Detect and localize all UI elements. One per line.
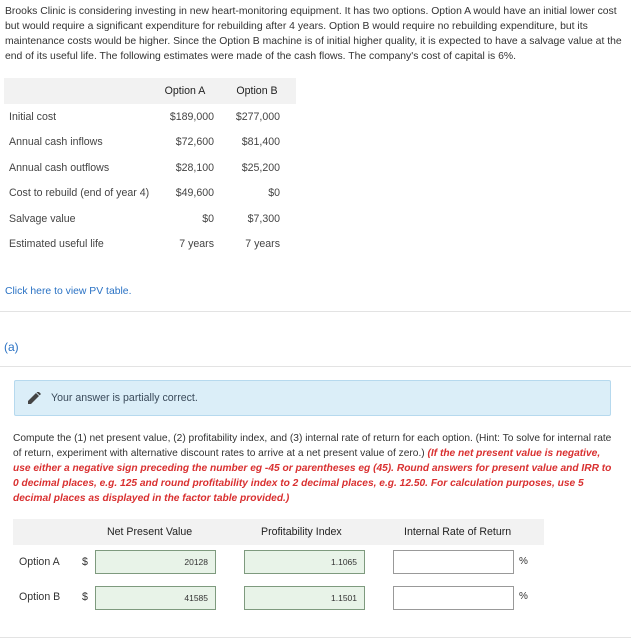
estimates-value-b: $277,000 <box>235 110 280 123</box>
estimates-row <box>4 104 296 130</box>
feedback-banner <box>14 380 611 416</box>
estimates-row-label: Cost to rebuild (end of year 4) <box>9 187 150 200</box>
estimates-value-b: $0 <box>268 187 280 200</box>
estimates-value-b: $81,400 <box>241 136 280 149</box>
estimates-row-label: Estimated useful life <box>9 238 104 251</box>
estimates-row <box>4 155 296 181</box>
pi-input-option-b[interactable] <box>244 586 365 610</box>
instructions-warning: (If the net present value is negative, use either a negative sign preceding the number eg -45 or parentheses eg (45). Round answers for present value and IRR to 0 decimal places, e.g. 125 and round profitability index to 2 decimal places, e.g. 12.50. For calculation purposes, use 5 decimal places as displayed in the factor table provided.) <box>13 448 612 504</box>
section-divider <box>0 366 631 367</box>
estimates-value-a: $28,100 <box>175 161 214 174</box>
npv-input-option-a[interactable] <box>95 550 216 574</box>
npv-input-option-b[interactable] <box>95 586 216 610</box>
part-a-label: (a) <box>4 340 19 354</box>
estimates-header-row <box>4 78 296 104</box>
problem-statement: Brooks Clinic is considering investing in new heart-monitoring equipment. It has two options. Option A would have an initial lower cost but would require a significant expenditure for rebuilding after 4 years. Option B would require no rebuilding expenditure, but its maintenance costs would be higher. Since the Option B machine is of initial higher quality, it is expected to have a salvage value at the end of its useful life. The following estimates were made of the cash flows. The company's cost of capital is 6%. <box>5 6 622 62</box>
estimates-row <box>4 206 296 232</box>
instructions-main: Compute the (1) net present value, (2) profitability index, and (3) internal rate of return for each option. (Hint: To solve for internal rate of return, experiment with alternative discount rates to arrive at a net present value of zero.) <box>13 433 612 459</box>
irr-input-option-b[interactable] <box>393 586 514 610</box>
section-divider <box>0 637 631 638</box>
answer-table-header <box>13 519 544 545</box>
npv-column-header: Net Present Value <box>107 526 193 538</box>
pi-column-header: Profitability Index <box>261 526 342 538</box>
estimates-value-a: $49,600 <box>175 187 214 200</box>
pi-input-option-a[interactable] <box>244 550 365 574</box>
estimates-row <box>4 130 296 156</box>
question-instructions <box>13 431 613 506</box>
estimates-row <box>4 232 296 258</box>
estimates-value-a: 7 years <box>179 238 214 251</box>
estimates-value-a: $72,600 <box>175 136 214 149</box>
answer-row-label: Option B <box>19 591 61 603</box>
estimates-row-label: Salvage value <box>9 212 76 225</box>
irr-column-header: Internal Rate of Return <box>404 526 512 538</box>
estimates-header-option-b: Option B <box>218 78 296 104</box>
pv-table-link[interactable]: Click here to view PV table. <box>5 286 132 297</box>
estimates-value-a: $0 <box>202 212 214 225</box>
estimates-value-b: $7,300 <box>247 212 280 225</box>
estimates-row-label: Annual cash outflows <box>9 161 110 174</box>
pencil-icon <box>27 392 41 404</box>
answer-row-label: Option A <box>19 556 60 568</box>
estimates-row <box>4 181 296 207</box>
estimates-row-label: Initial cost <box>9 110 57 123</box>
percent-symbol: % <box>519 556 528 567</box>
estimates-row-label: Annual cash inflows <box>9 136 103 149</box>
section-divider <box>0 311 631 312</box>
currency-symbol: $ <box>82 591 88 603</box>
feedback-message: Your answer is partially correct. <box>51 392 198 404</box>
estimates-header-blank <box>4 78 152 104</box>
estimates-value-b: $25,200 <box>241 161 280 174</box>
currency-symbol: $ <box>82 556 88 568</box>
estimates-value-b: 7 years <box>245 238 280 251</box>
irr-input-option-a[interactable] <box>393 550 514 574</box>
percent-symbol: % <box>519 591 528 602</box>
estimates-value-a: $189,000 <box>169 110 214 123</box>
estimates-header-option-a: Option A <box>152 78 218 104</box>
estimates-table <box>4 78 296 257</box>
